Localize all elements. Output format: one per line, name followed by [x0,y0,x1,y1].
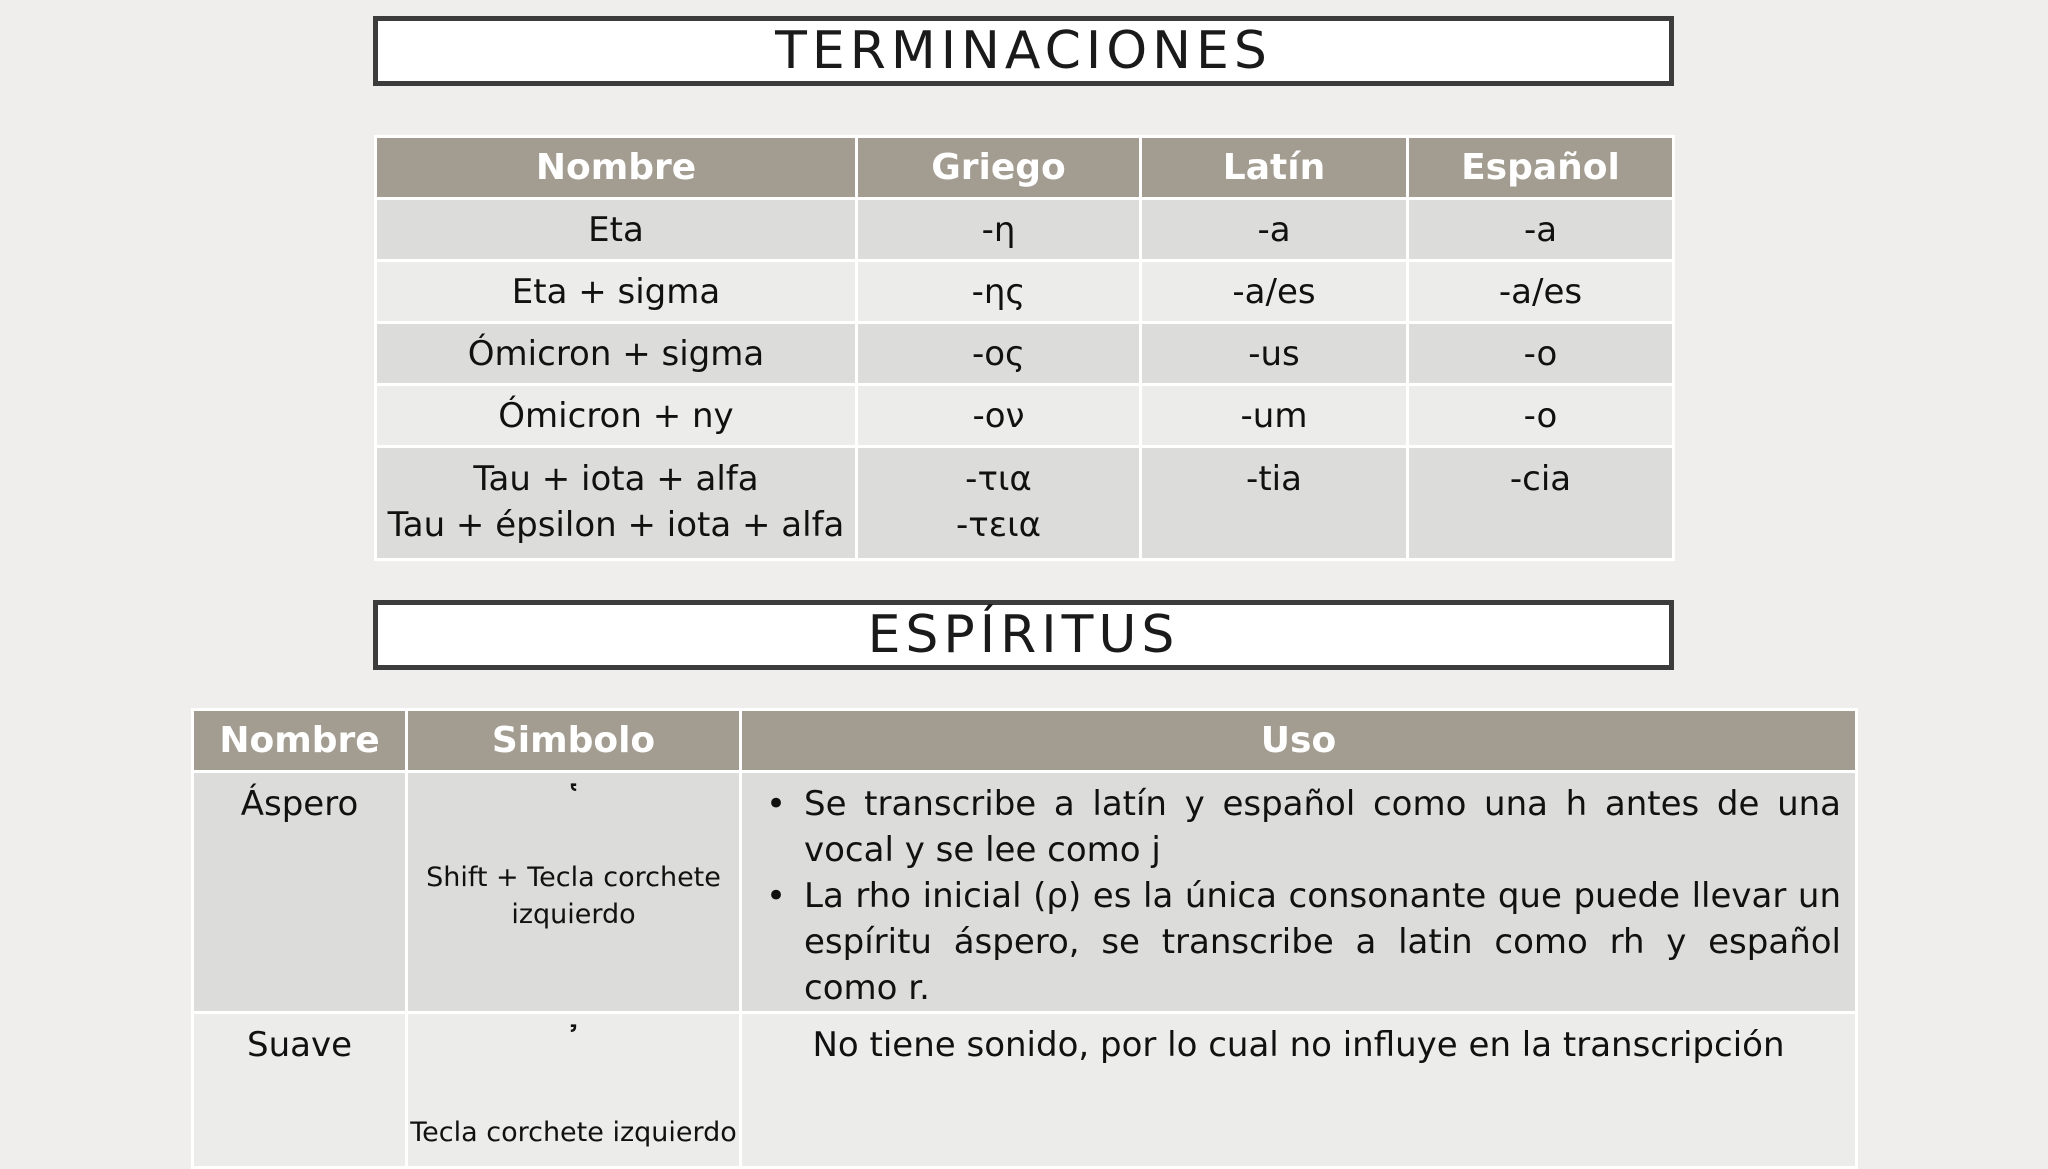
cell-uso [741,1013,1857,1168]
smooth-breathing-symbol: ᾽ [563,1020,584,1066]
bullet-icon: • [766,876,787,916]
cell-latin: -tia [1141,447,1408,560]
cell-griego-line: -τεια [955,505,1042,545]
cell-griego: -ον [857,385,1141,447]
rough-breathing-symbol: ῾ [563,779,584,825]
list-item [766,781,1841,873]
cell-griego [857,447,1141,560]
espiritus-title: ESPÍRITUS [373,600,1674,670]
cell-espanol: -o [1408,323,1674,385]
cell-latin: -a/es [1141,261,1408,323]
espiritu-name: Suave [246,1025,352,1065]
cell-simbolo [407,1013,741,1168]
cell-espanol: -a/es [1408,261,1674,323]
table-row [376,261,1674,323]
key-hint: Shift + Tecla corchete izquierdo [426,862,721,930]
uso-list [742,773,1855,1011]
header-uso: Uso [741,710,1857,772]
table-row [376,385,1674,447]
cell-espanol: -a [1408,199,1674,261]
cell-simbolo [407,772,741,1013]
cell-latin: -us [1141,323,1408,385]
cell-nombre [193,772,407,1013]
espiritus-table [191,708,1858,1169]
cell-griego: -ης [857,261,1141,323]
cell-nombre: Eta [376,199,857,261]
cell-nombre-line: Tau + épsilon + iota + alfa [387,505,845,545]
table-row [376,447,1674,560]
header-nombre: Nombre [193,710,407,772]
cell-nombre [193,1013,407,1168]
uso-text: La rho inicial (ρ) es la única consonante que puede llevar un espíritu áspero, se transcribe a latin como rh y español como r. [804,876,1841,1008]
cell-espanol: -o [1408,385,1674,447]
cell-nombre: Ómicron + sigma [376,323,857,385]
cell-nombre: Eta + sigma [376,261,857,323]
espiritu-name: Áspero [240,784,359,824]
cell-nombre: Ómicron + ny [376,385,857,447]
uso-text: No tiene sonido, por lo cual no influye en la transcripción [812,1025,1785,1065]
cell-nombre [376,447,857,560]
bullet-icon: • [766,784,787,824]
cell-nombre-line: Tau + iota + alfa [473,459,759,499]
table-row [193,772,1857,1013]
cell-griego: -η [857,199,1141,261]
table-header-row [376,137,1674,199]
cell-latin: -um [1141,385,1408,447]
list-item [766,873,1841,1011]
header-nombre: Nombre [376,137,857,199]
header-griego: Griego [857,137,1141,199]
cell-espanol: -cia [1408,447,1674,560]
header-latin: Latín [1141,137,1408,199]
header-simbolo: Simbolo [407,710,741,772]
cell-griego: -ος [857,323,1141,385]
key-hint: Tecla corchete izquierdo [410,1117,737,1148]
cell-griego-line: -τια [965,459,1032,499]
header-espanol: Español [1408,137,1674,199]
uso-text: Se transcribe a latín y español como una h antes de una vocal y se lee como j [804,784,1841,870]
cell-latin: -a [1141,199,1408,261]
table-row [193,1013,1857,1168]
terminaciones-table [374,135,1675,561]
terminaciones-title: TERMINACIONES [373,16,1674,86]
cell-uso [741,772,1857,1013]
table-row [376,323,1674,385]
table-header-row [193,710,1857,772]
table-row [376,199,1674,261]
